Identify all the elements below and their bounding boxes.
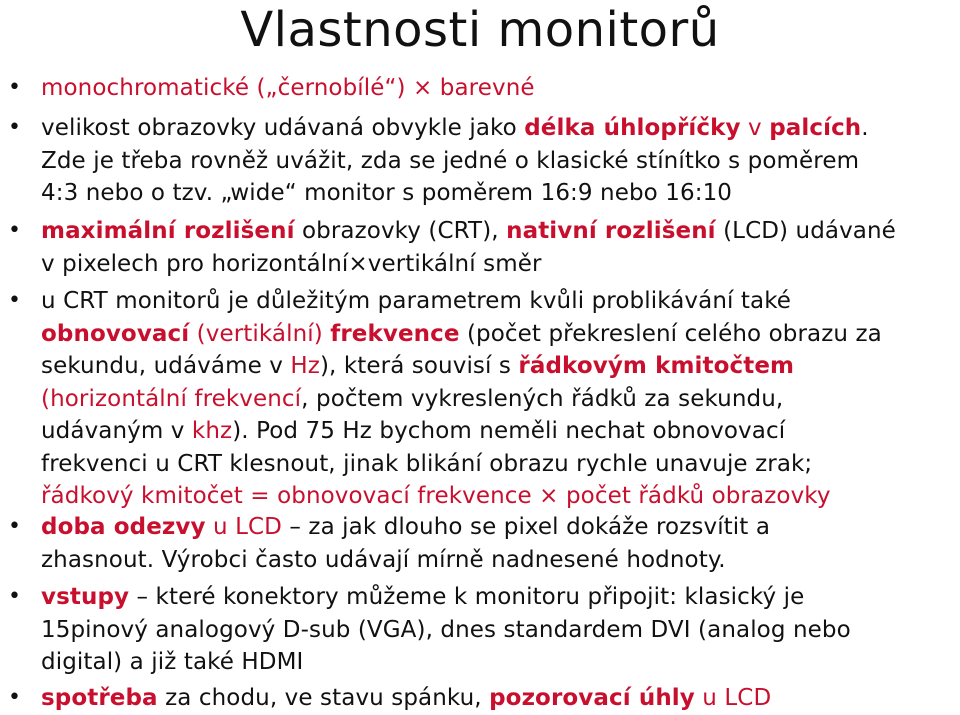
bullet-line xyxy=(41,285,957,318)
highlighted-term: doba odezvy xyxy=(41,514,206,540)
text-run: ). Pod 75 Hz bychom neměli nechat obnovovací xyxy=(232,418,786,444)
text-run: (horizontální frekvencí xyxy=(41,385,302,412)
highlighted-term: délka úhlopříčky xyxy=(524,115,741,141)
bullet-line xyxy=(41,544,957,577)
bullet-line xyxy=(41,682,957,715)
text-run: v pixelech pro horizontální×vertikální směr xyxy=(41,250,542,277)
text-run: Zde je třeba rovněž uvážit, zda se jedné o klasické stínítko s poměrem xyxy=(41,147,860,174)
text-run: v xyxy=(740,115,770,141)
text-run: digital) a již také HDMI xyxy=(41,649,304,675)
bullet-resolution xyxy=(41,215,957,280)
text-run: (LCD) udávané xyxy=(715,218,896,244)
bullet-line xyxy=(41,448,957,481)
text-run: , počtem vykreslených řádků za sekundu, xyxy=(301,385,784,412)
text-run: zhasnout. Výrobci často udávají mírně nadnesené hodnoty. xyxy=(41,546,726,573)
bullet-line xyxy=(41,72,957,105)
text-run: 15pinový analogový D-sub (VGA), dnes standardem DVI (analog nebo xyxy=(41,616,851,643)
text-run: velikost obrazovky udávaná obvykle jako xyxy=(41,115,525,141)
bullet-line xyxy=(41,350,957,383)
highlighted-term: palcích xyxy=(769,115,862,141)
bullet-inputs xyxy=(41,581,957,679)
text-run: . xyxy=(861,115,869,141)
text-run: (vertikální) xyxy=(189,320,331,347)
text-run: udávaným v xyxy=(41,418,192,444)
bullet-line xyxy=(41,415,957,448)
bullet-line xyxy=(41,614,957,647)
highlighted-term: frekvence xyxy=(330,320,460,347)
bullet-line xyxy=(41,248,957,281)
text-run: obrazovky (CRT), xyxy=(294,218,507,244)
text-run: sekundu, udáváme v xyxy=(41,353,291,379)
text-run: u LCD xyxy=(205,514,282,540)
highlighted-term: nativní rozlišení xyxy=(506,218,716,244)
bullet-power-and-angles xyxy=(41,682,957,715)
bullet-color-type xyxy=(41,72,957,105)
bullet-line xyxy=(41,145,957,178)
highlighted-term: řádkovým kmitočtem xyxy=(518,353,795,379)
bullet-screen-size xyxy=(41,112,957,210)
text-run: – za jak dlouho se pixel dokáže rozsvítit a xyxy=(281,514,771,540)
text-run: řádkový kmitočet = obnovovací frekvence × počet řádků obrazovky xyxy=(41,483,831,509)
bullet-line xyxy=(41,177,957,210)
bullet-line xyxy=(41,480,957,513)
bullet-line xyxy=(41,511,957,544)
highlighted-term: obnovovací xyxy=(41,320,190,347)
text-run: ), která souvisí s xyxy=(319,353,519,379)
highlighted-term: maximální rozlišení xyxy=(41,218,295,244)
bullet-line xyxy=(41,112,957,145)
bullet-line xyxy=(41,581,957,614)
text-run: khz xyxy=(191,418,233,444)
text-run: frekvenci u CRT klesnout, jinak blikání obrazu rychle unavuje zrak; xyxy=(41,450,813,477)
text-run: u CRT monitorů je důležitým parametrem kvůli problikávání také xyxy=(41,288,792,314)
bullet-response-time xyxy=(41,511,957,576)
text-run: – které konektory můžeme k monitoru připojit: klasický je xyxy=(129,584,805,610)
bullet-line xyxy=(41,383,957,416)
bullet-line xyxy=(41,318,957,351)
bullet-refresh-rate xyxy=(41,285,957,513)
text-run: za chodu, ve stavu spánku, xyxy=(157,685,490,711)
bullet-line xyxy=(41,215,957,248)
text-run: 4:3 nebo o tzv. „wide“ monitor s poměrem 16:9 nebo 16:10 xyxy=(41,180,733,206)
text-run: (počet překreslení celého obrazu za xyxy=(459,320,882,347)
bullet-line xyxy=(41,646,957,679)
text-run: u LCD xyxy=(694,685,772,711)
text-run: monochromatické („černobílé“) × barevné xyxy=(41,75,535,101)
highlighted-term: pozorovací úhly xyxy=(489,685,695,711)
highlighted-term: vstupy xyxy=(41,584,130,610)
slide-title: Vlastnosti monitorů xyxy=(240,2,720,58)
text-run: Hz xyxy=(290,353,320,379)
highlighted-term: spotřeba xyxy=(41,685,158,711)
